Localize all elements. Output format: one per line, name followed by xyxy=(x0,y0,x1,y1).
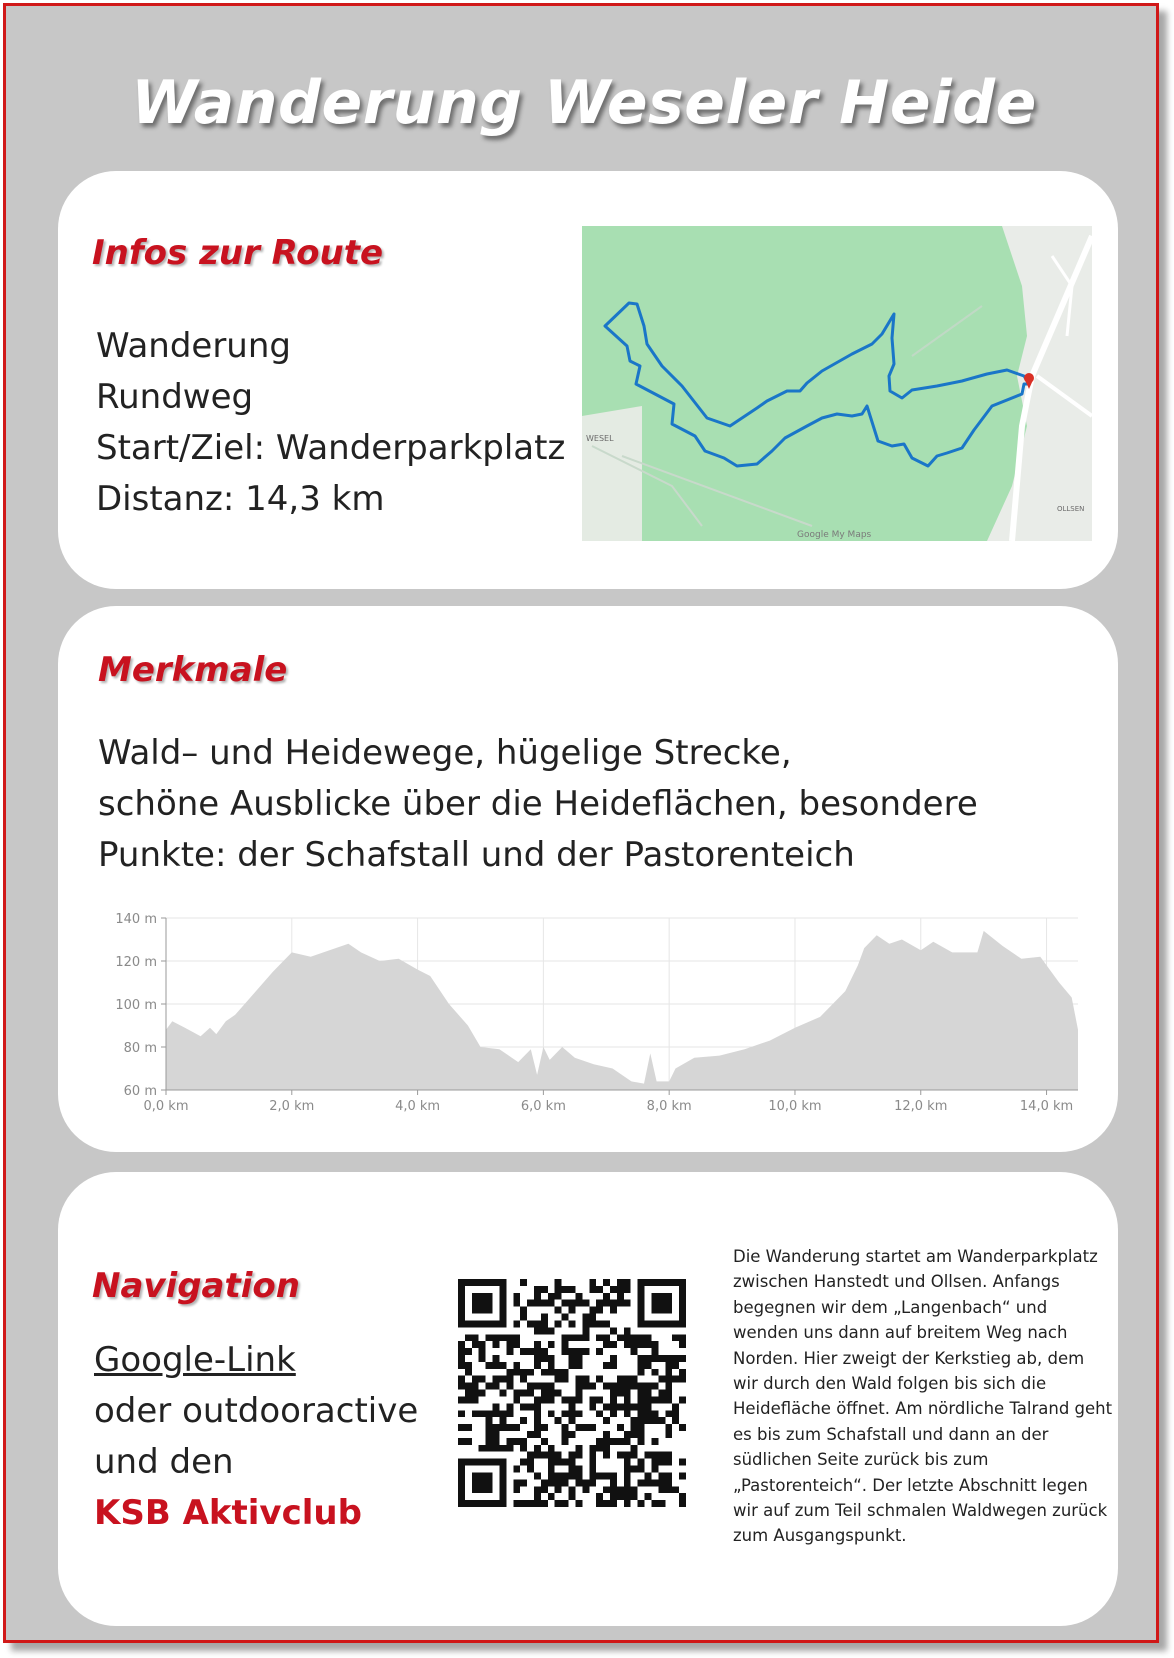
elevation-profile xyxy=(88,906,1088,1125)
features-line: Wald– und Heidewege, hügelige Strecke, xyxy=(98,733,792,773)
elevation-area xyxy=(166,931,1078,1090)
navigation-heading: Navigation xyxy=(92,1266,300,1306)
navigation-card xyxy=(58,1172,1118,1626)
y-tick-label: 120 m xyxy=(115,955,157,970)
page-title: Wanderung Weseler Heide xyxy=(131,68,1037,138)
route-fact-distance: Distanz: 14,3 km xyxy=(96,479,385,519)
map-attribution: Google My Maps xyxy=(797,530,872,540)
poster-frame xyxy=(3,3,1159,1643)
map-label-wesel: WESEL xyxy=(586,434,614,443)
route-fact-start: Start/Ziel: Wanderparkplatz xyxy=(96,428,566,468)
ksb-aktivclub-link[interactable]: KSB Aktivclub xyxy=(94,1493,362,1533)
elevation-chart xyxy=(88,906,1088,1121)
route-info-card xyxy=(58,171,1118,589)
y-tick-label: 140 m xyxy=(115,912,157,927)
x-tick-label: 12,0 km xyxy=(894,1099,948,1114)
route-heading: Infos zur Route xyxy=(92,233,384,273)
navigation-line-outdooractive: oder outdooractive xyxy=(94,1391,419,1431)
features-card xyxy=(58,606,1118,1152)
y-tick-label: 60 m xyxy=(123,1084,157,1099)
y-tick-label: 80 m xyxy=(123,1041,157,1056)
forest-area xyxy=(582,226,1027,541)
google-link[interactable]: Google-Link xyxy=(94,1340,296,1380)
features-line: Punkte: der Schafstall und der Pastorenteich xyxy=(98,835,855,875)
route-fact-type: Wanderung xyxy=(96,326,291,366)
features-line: schöne Ausblicke über die Heideflächen, besondere xyxy=(98,784,978,824)
features-heading: Merkmale xyxy=(98,650,288,690)
x-tick-label: 10,0 km xyxy=(768,1099,822,1114)
x-tick-label: 8,0 km xyxy=(646,1099,692,1114)
route-map-graphic xyxy=(582,226,1092,541)
map-label-ollsen: OLLSEN xyxy=(1057,505,1085,513)
route-fact-shape: Rundweg xyxy=(96,377,254,417)
navigation-line-und-den: und den xyxy=(94,1442,234,1482)
x-tick-label: 14,0 km xyxy=(1019,1099,1074,1114)
x-tick-label: 6,0 km xyxy=(520,1099,566,1114)
x-tick-label: 4,0 km xyxy=(395,1099,441,1114)
y-tick-label: 100 m xyxy=(115,998,157,1013)
features-text xyxy=(98,728,1088,881)
x-tick-label: 2,0 km xyxy=(269,1099,315,1114)
route-facts xyxy=(96,321,565,525)
route-map[interactable] xyxy=(582,226,1092,541)
side-road xyxy=(1037,376,1092,416)
open-land-patch xyxy=(582,406,642,541)
x-tick-label: 0,0 km xyxy=(143,1099,189,1114)
qr-code[interactable] xyxy=(458,1279,686,1507)
route-description: Die Wanderung startet am Wanderparkplatz zwischen Hanstedt und Ollsen. Anfangs begegnen wir dem „Langenbach“ und wenden uns dann auf breitem Weg nach Norden. Hier zweigt der Kerkstieg ab, dem wir durch den Wald folgen bis sich die Heidefläche öffnet. Am nördliche Talrand geht es bis zum Schafstall und dann an der südlichen Seite zurück bis zum „Pastorenteich“. Der letzte Abschnitt legen wir auf zum Teil schmalen Waldwegen zurück zum Ausgangspunkt. xyxy=(733,1247,1113,1546)
navigation-links xyxy=(94,1335,418,1539)
